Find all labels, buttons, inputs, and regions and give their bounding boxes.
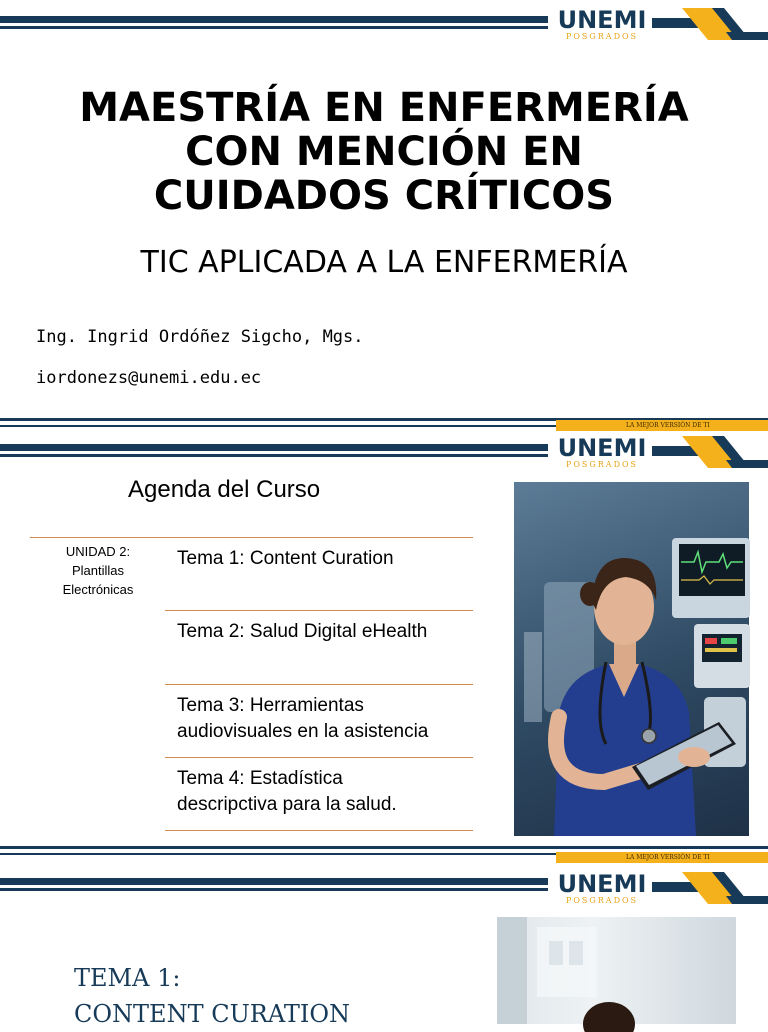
slide-topic-1	[0, 854, 768, 1028]
header-stripe-thin	[0, 888, 548, 891]
course-subtitle: TIC APLICADA A LA ENFERMERÍA	[140, 245, 628, 280]
topic-text	[177, 693, 473, 745]
nurse-with-tablet-photo	[514, 482, 749, 836]
agenda-topic-row	[165, 758, 473, 831]
chevron-logo-icon	[652, 870, 768, 906]
topic-line: Tema 2: Salud Digital eHealth	[177, 621, 428, 642]
unit-line: UNIDAD 2:	[65, 544, 131, 559]
nurse-illustration	[514, 482, 749, 836]
person-photo	[497, 917, 736, 1024]
presenter-name: Ing. Ingrid Ordóñez Sigcho, Mgs.	[36, 327, 364, 347]
topic-line: audiovisuales en la asistencia	[177, 721, 429, 742]
header-stripe	[0, 444, 548, 451]
unit-line: Electrónicas	[62, 582, 134, 597]
header-stripe	[0, 878, 548, 885]
topic-title-line: CONTENT CURATION	[74, 1000, 351, 1028]
topic-text	[177, 619, 473, 645]
logo-subtext: POSGRADOS	[565, 32, 639, 41]
agenda-heading: Agenda del Curso	[128, 476, 321, 503]
unemi-logo	[556, 872, 648, 908]
logo-wordmark: UNEMI	[557, 6, 647, 34]
office-illustration	[497, 917, 736, 1024]
topic-line: Tema 1: Content Curation	[177, 548, 394, 569]
unit-line: Plantillas	[71, 563, 125, 578]
logo-wordmark: UNEMI	[557, 870, 647, 898]
header-stripe-thin	[0, 26, 548, 29]
footer-line	[0, 846, 768, 849]
unemi-logo	[556, 8, 648, 44]
program-title	[24, 86, 744, 218]
agenda-topic-row	[165, 611, 473, 685]
header-stripe	[0, 16, 548, 23]
topic-line: Tema 3: Herramientas	[177, 695, 364, 716]
topic-line: Tema 4: Estadística	[177, 768, 343, 789]
presenter-email[interactable]: iordonezs@unemi.edu.ec	[36, 368, 262, 388]
topic-text	[177, 766, 473, 818]
unemi-logo	[556, 436, 648, 472]
topic-title-line: TEMA 1:	[74, 964, 181, 992]
slide-title	[0, 0, 768, 428]
topic-title	[74, 960, 350, 1032]
logo-subtext: POSGRADOS	[565, 460, 639, 469]
topic-text	[177, 546, 473, 572]
tagline-bar: LA MEJOR VERSIÓN DE TI	[556, 420, 768, 431]
slide-agenda	[0, 422, 768, 856]
chevron-logo-icon	[652, 6, 768, 42]
title-line: CON MENCIÓN EN	[185, 129, 583, 175]
title-line: MAESTRÍA EN ENFERMERÍA	[79, 85, 689, 131]
chevron-logo-icon	[652, 434, 768, 470]
agenda-topic-row	[165, 685, 473, 758]
topic-line: descripctiva para la salud.	[177, 794, 397, 815]
unit-label	[40, 542, 156, 599]
title-line: CUIDADOS CRÍTICOS	[153, 173, 615, 219]
logo-subtext: POSGRADOS	[565, 896, 639, 905]
tagline-bar: LA MEJOR VERSIÓN DE TI	[556, 852, 768, 863]
header-stripe-thin	[0, 454, 548, 457]
agenda-topic-row	[165, 538, 473, 611]
logo-wordmark: UNEMI	[557, 434, 647, 462]
